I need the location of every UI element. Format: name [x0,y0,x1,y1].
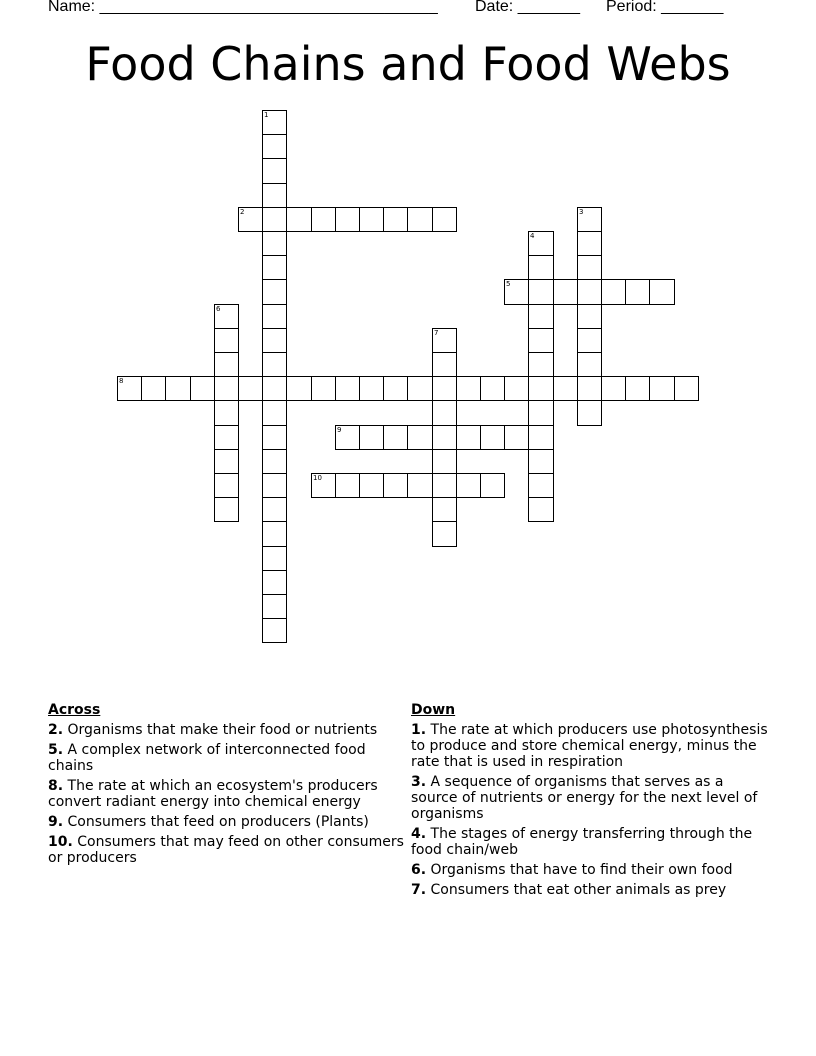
crossword-cell[interactable] [553,376,578,401]
clue-number: 2. [48,722,64,738]
crossword-cell[interactable] [262,328,287,353]
crossword-cell[interactable] [504,279,529,305]
crossword-cell[interactable] [504,376,529,401]
clue-text: The rate at which an ecosystem's producers convert radiant energy into chemical energy [48,778,378,810]
crossword-cell[interactable] [214,449,239,474]
crossword-cell[interactable] [311,473,336,498]
crossword-cell[interactable] [528,376,554,401]
clue-number-label: 7 [434,329,439,337]
crossword-cell[interactable] [117,376,142,401]
crossword-cell[interactable] [432,328,457,353]
crossword-cell[interactable] [528,328,554,353]
crossword-cell[interactable] [359,376,384,401]
crossword-cell[interactable] [432,352,457,377]
crossword-cell[interactable] [456,425,481,450]
down-clues [411,702,769,902]
clue-number-label: 4 [530,232,535,240]
crossword-cell[interactable] [456,473,481,498]
clue-across-5 [48,742,406,774]
crossword-cell[interactable] [359,473,384,498]
crossword-cell[interactable] [262,570,287,595]
crossword-cell[interactable] [238,376,263,401]
crossword-cell[interactable] [407,425,433,450]
clue-number: 3. [411,774,427,790]
crossword-cell[interactable] [262,352,287,377]
crossword-cell[interactable] [528,497,554,522]
clue-text: The stages of energy transferring through the food chain/web [411,826,753,858]
clue-down-7 [411,882,769,898]
crossword-cell[interactable] [407,473,433,498]
crossword-cell[interactable] [262,255,287,280]
crossword-cell[interactable] [528,279,554,305]
crossword-cell[interactable] [577,376,602,401]
clue-text: Consumers that may feed on other consumers or producers [48,834,404,866]
crossword-cell[interactable] [674,376,699,401]
crossword-cell[interactable] [335,473,360,498]
crossword-cell[interactable] [649,279,675,305]
crossword-cell[interactable] [286,207,312,232]
clue-number-label: 6 [216,305,221,313]
page-title: Food Chains and Food Webs [85,37,731,91]
clue-number: 10. [48,834,73,850]
crossword-cell[interactable] [383,425,408,450]
crossword-cell[interactable] [262,594,287,619]
crossword-cell[interactable] [577,328,602,353]
crossword-cell[interactable] [432,207,457,232]
clue-down-6 [411,862,769,878]
crossword-cell[interactable] [577,400,602,426]
clue-across-10 [48,834,406,866]
crossword-cell[interactable] [311,207,336,232]
clue-down-1 [411,722,769,770]
crossword-cell[interactable] [214,497,239,522]
crossword-cell[interactable] [359,207,384,232]
crossword-cell[interactable] [407,207,433,232]
crossword-cell[interactable] [214,425,239,450]
crossword-cell[interactable] [432,400,457,426]
crossword-cell[interactable] [214,400,239,426]
clue-text: A complex network of interconnected food chains [48,742,366,774]
clue-across-2 [48,722,406,738]
crossword-cell[interactable] [577,231,602,256]
crossword-cell[interactable] [262,207,287,232]
crossword-cell[interactable] [262,521,287,547]
crossword-cell[interactable] [383,473,408,498]
crossword-cell[interactable] [432,473,457,498]
crossword-cell[interactable] [311,376,336,401]
clue-across-8 [48,778,406,810]
crossword-cell[interactable] [262,231,287,256]
crossword-cell[interactable] [649,376,675,401]
clue-number: 6. [411,862,427,878]
crossword-cell[interactable] [528,400,554,426]
clue-number-label: 2 [240,208,245,216]
clue-number-label: 8 [119,377,124,385]
clue-down-4 [411,826,769,858]
crossword-cell[interactable] [262,473,287,498]
crossword-cell[interactable] [262,158,287,184]
clue-text: A sequence of organisms that serves as a source of nutrients or energy for the next level of organisms [411,774,758,822]
clue-number-label: 3 [579,208,584,216]
crossword-cell[interactable] [432,425,457,450]
crossword-cell[interactable] [601,279,626,305]
crossword-cell[interactable] [577,352,602,377]
crossword-cell[interactable] [407,376,433,401]
clue-number: 7. [411,882,427,898]
crossword-cell[interactable] [480,376,505,401]
crossword-cell[interactable] [432,449,457,474]
crossword-cell[interactable] [214,328,239,353]
crossword-cell[interactable] [383,376,408,401]
crossword-cell[interactable] [262,400,287,426]
crossword-cell[interactable] [238,207,263,232]
crossword-cell[interactable] [456,376,481,401]
crossword-cell[interactable] [432,521,457,547]
crossword-cell[interactable] [601,376,626,401]
clue-number-label: 1 [264,111,269,119]
crossword-cell[interactable] [577,304,602,329]
crossword-cell[interactable] [528,231,554,256]
crossword-cell[interactable] [286,376,312,401]
crossword-cell[interactable] [480,473,505,498]
crossword-cell[interactable] [432,376,457,401]
crossword-cell[interactable] [432,497,457,522]
crossword-cell[interactable] [480,425,505,450]
clue-number: 5. [48,742,64,758]
crossword-cell[interactable] [383,207,408,232]
crossword-cell[interactable] [141,376,166,401]
crossword-cell[interactable] [528,425,554,450]
crossword-cell[interactable] [335,425,360,450]
crossword-cell[interactable] [262,134,287,159]
period-field[interactable]: Period: _______ [606,0,724,15]
crossword-cell[interactable] [528,255,554,280]
crossword-cell[interactable] [214,376,239,401]
clue-across-9 [48,814,406,830]
crossword-cell[interactable] [528,473,554,498]
crossword-cell[interactable] [528,449,554,474]
clue-number: 4. [411,826,427,842]
crossword-cell[interactable] [625,376,650,401]
across-heading: Across [48,702,101,718]
clue-number: 9. [48,814,64,830]
crossword-cell[interactable] [262,449,287,474]
clue-number-label: 10 [313,474,322,482]
crossword-cell[interactable] [262,279,287,305]
crossword-cell[interactable] [577,207,602,232]
crossword-cell[interactable] [553,279,578,305]
crossword-cell[interactable] [262,497,287,522]
clue-text: Organisms that have to find their own food [430,862,733,878]
crossword-cell[interactable] [262,183,287,208]
crossword-cell[interactable] [262,110,287,135]
crossword-cell[interactable] [165,376,191,401]
crossword-cell[interactable] [528,352,554,377]
crossword-cell[interactable] [335,376,360,401]
name-field[interactable]: Name: ______________________________________ [48,0,438,15]
clue-text: The rate at which producers use photosynthesis to produce and store chemical energy, minus the rate that is used in respiration [411,722,768,770]
crossword-cell[interactable] [262,304,287,329]
crossword-cell[interactable] [214,352,239,377]
crossword-cell[interactable] [577,279,602,305]
down-heading: Down [411,702,456,718]
crossword-cell[interactable] [262,376,287,401]
crossword-cell[interactable] [625,279,650,305]
crossword-cell[interactable] [359,425,384,450]
clue-text: Consumers that eat other animals as prey [430,882,727,898]
crossword-cell[interactable] [214,304,239,329]
crossword-cell[interactable] [335,207,360,232]
crossword-cell[interactable] [214,473,239,498]
clue-number: 8. [48,778,64,794]
clue-number: 1. [411,722,427,738]
crossword-cell[interactable] [262,546,287,571]
crossword-cell[interactable] [504,425,529,450]
crossword-cell[interactable] [190,376,215,401]
clue-text: Organisms that make their food or nutrients [67,722,378,738]
crossword-cell[interactable] [528,304,554,329]
crossword-cell[interactable] [262,425,287,450]
clue-down-3 [411,774,769,822]
clue-number-label: 5 [506,280,511,288]
clue-number-label: 9 [337,426,342,434]
clue-text: Consumers that feed on producers (Plants) [67,814,369,830]
crossword-cell[interactable] [262,618,287,643]
across-clues [48,702,406,870]
date-field[interactable]: Date: _______ [475,0,580,15]
crossword-cell[interactable] [577,255,602,280]
